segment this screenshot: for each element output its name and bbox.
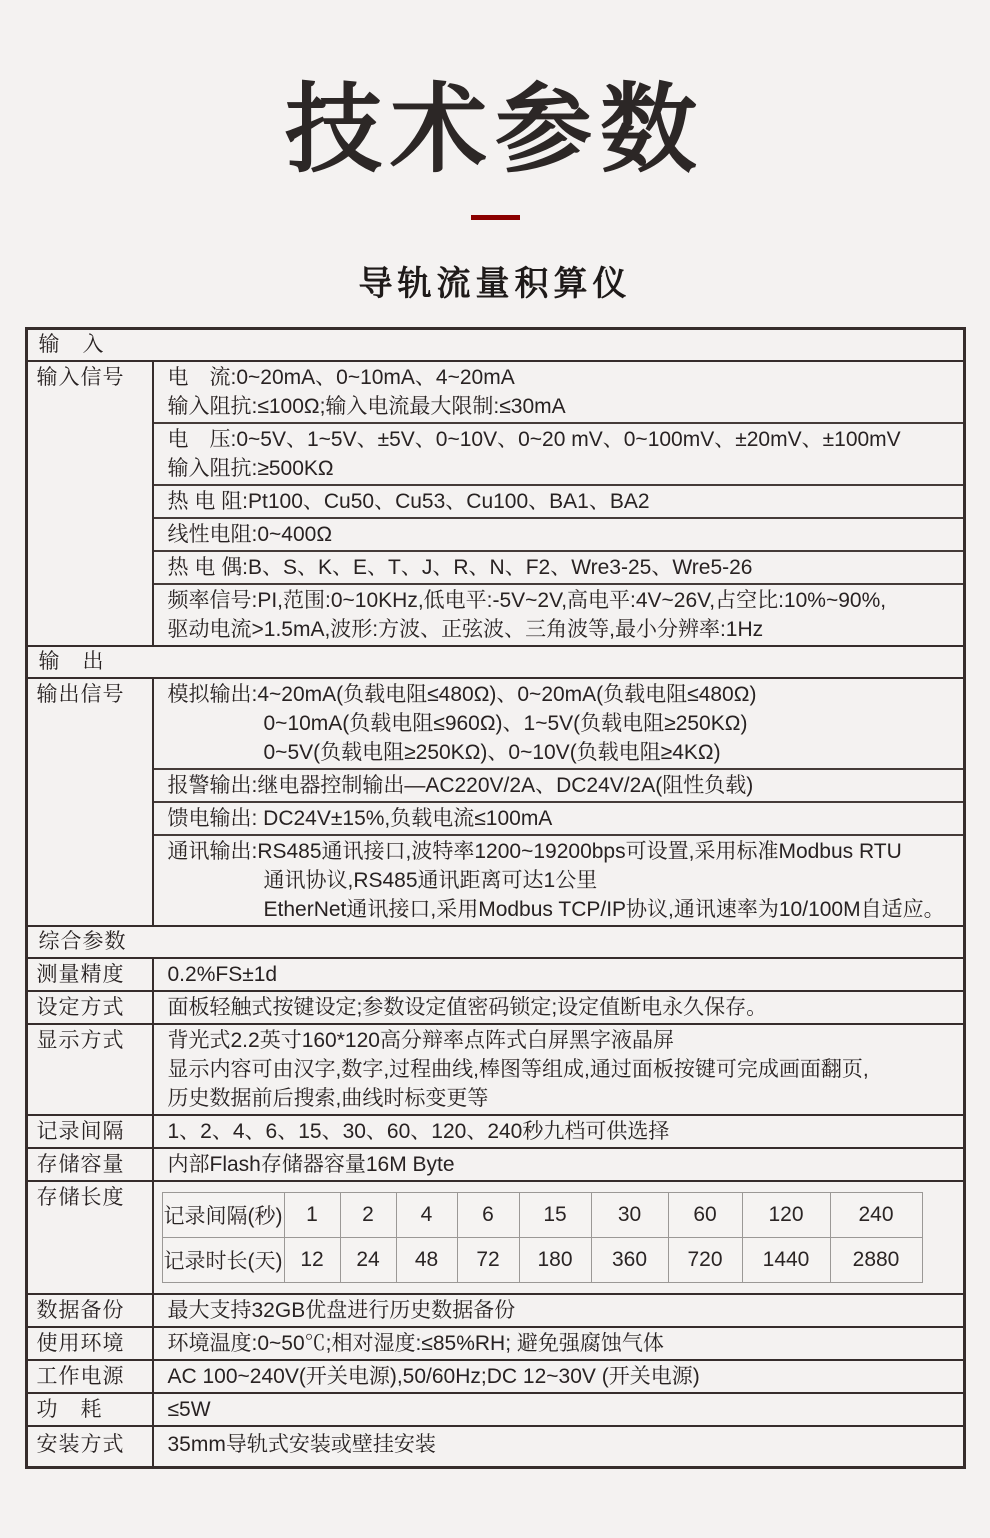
subrow-linear-resistance [154, 519, 963, 552]
row-power-consumption [28, 1394, 963, 1427]
title-divider [471, 215, 520, 220]
row-label: 工作电源 [28, 1361, 154, 1392]
row-label: 存储容量 [28, 1149, 154, 1180]
row-label: 数据备份 [28, 1295, 154, 1326]
spec-text: AC 100~240V(开关电源),50/60Hz;DC 12~30V (开关电源) [167, 1365, 700, 1388]
grid-cell: 720 [668, 1238, 742, 1283]
storage-table [162, 1192, 923, 1283]
row-data-backup [28, 1295, 963, 1328]
spec-text: 热 电 偶:B、S、K、E、T、J、R、N、F2、Wre3-25、Wre5-26 [167, 556, 753, 579]
grid-cell: 4 [396, 1193, 457, 1238]
subrow-voltage [154, 424, 963, 486]
grid-cell: 1440 [742, 1238, 830, 1283]
spec-text: 内部Flash存储器容量16M Byte [167, 1153, 455, 1176]
spec-text: 通讯输出:RS485通讯接口,波特率1200~19200bps可设置,采用标准Modbus RTU [167, 840, 902, 863]
storage-table-row-duration [162, 1238, 922, 1283]
row-record-interval [28, 1116, 963, 1149]
subrow-analog-output [154, 679, 963, 770]
spec-text: 模拟输出:4~20mA(负载电阻≤480Ω)、0~20mA(负载电阻≤480Ω) [167, 683, 757, 706]
grid-cell: 60 [668, 1193, 742, 1238]
row-output-signal [28, 679, 963, 927]
spec-text: 1、2、4、6、15、30、60、120、240秒九档可供选择 [167, 1120, 670, 1143]
row-storage-length [28, 1182, 963, 1295]
subrow-thermocouple [154, 552, 963, 585]
spec-text: 环境温度:0~50℃;相对湿度:≤85%RH; 避免强腐蚀气体 [167, 1332, 664, 1355]
page [0, 74, 990, 1538]
spec-text: 显示内容可由汉字,数字,过程曲线,棒图等组成,通过面板按键可完成画面翻页, [167, 1058, 869, 1081]
subrow-rtd [154, 486, 963, 519]
subrow-current [154, 362, 963, 424]
row-accuracy [28, 959, 963, 992]
row-installation [28, 1427, 963, 1466]
grid-cell: 12 [284, 1238, 340, 1283]
grid-cell: 2880 [830, 1238, 922, 1283]
spec-text: 报警输出:继电器控制输出—AC220V/2A、DC24V/2A(阻性负载) [167, 774, 754, 797]
row-value [154, 992, 963, 1023]
row-label: 功 耗 [28, 1394, 154, 1425]
row-value [154, 1394, 963, 1425]
spec-text: 最大支持32GB优盘进行历史数据备份 [167, 1299, 516, 1322]
row-value [154, 1328, 963, 1359]
section-header-general: 综合参数 [28, 927, 963, 959]
row-value [154, 1116, 963, 1147]
section-header-output: 输 出 [28, 647, 963, 679]
spec-text: 0~5V(负载电阻≥250KΩ)、0~10V(负载电阻≥4KΩ) [263, 741, 721, 764]
row-label: 显示方式 [28, 1025, 154, 1114]
grid-cell: 1 [284, 1193, 340, 1238]
storage-table-wrap [154, 1182, 963, 1293]
spec-text: 背光式2.2英寸160*120高分辩率点阵式白屏黑字液晶屏 [167, 1029, 674, 1052]
grid-cell: 120 [742, 1193, 830, 1238]
grid-cell: 2 [340, 1193, 396, 1238]
row-value-input-signal [154, 362, 963, 645]
spec-text: 线性电阻:0~400Ω [167, 523, 333, 546]
grid-cell: 6 [457, 1193, 519, 1238]
spec-text: 电 压:0~5V、1~5V、±5V、0~10V、0~20 mV、0~100mV、±20mV、±100mV [167, 428, 901, 451]
grid-cell: 48 [396, 1238, 457, 1283]
spec-text: 馈电输出: DC24V±15%,负载电流≤100mA [167, 807, 553, 830]
spec-text: 输入阻抗:≥500KΩ [167, 457, 334, 480]
row-label: 存储长度 [28, 1182, 154, 1293]
subrow-alarm-output [154, 770, 963, 803]
row-power-supply [28, 1361, 963, 1394]
spec-text: 面板轻触式按键设定;参数设定值密码锁定;设定值断电永久保存。 [167, 996, 768, 1019]
grid-cell: 15 [519, 1193, 591, 1238]
subrow-frequency [154, 585, 963, 645]
grid-cell: 记录间隔(秒) [162, 1193, 284, 1238]
page-title: 技术参数 [285, 75, 705, 184]
section-header-input: 输 入 [28, 330, 963, 362]
spec-text: EtherNet通讯接口,采用Modbus TCP/IP协议,通讯速率为10/100M自适应。 [263, 898, 945, 921]
spec-text: 驱动电流>1.5mA,波形:方波、正弦波、三角波等,最小分辨率:1Hz [167, 618, 764, 641]
spec-text: 电 流:0~20mA、0~10mA、4~20mA [167, 366, 515, 389]
grid-cell: 180 [519, 1238, 591, 1283]
row-setting-method [28, 992, 963, 1025]
row-value [154, 1427, 963, 1466]
spec-text: 频率信号:PI,范围:0~10KHz,低电平:-5V~2V,高电平:4V~26V,占空比:10%~90%, [167, 589, 887, 612]
row-label-input-signal: 输入信号 [28, 362, 154, 645]
spec-text: 35mm导轨式安装或壁挂安装 [167, 1433, 436, 1456]
row-input-signal [28, 362, 963, 647]
spec-text: 0~10mA(负载电阻≤960Ω)、1~5V(负载电阻≥250KΩ) [263, 712, 748, 735]
grid-cell: 240 [830, 1193, 922, 1238]
spec-text: 0.2%FS±1d [167, 963, 278, 986]
row-label: 测量精度 [28, 959, 154, 990]
row-value [154, 1295, 963, 1326]
row-storage-capacity [28, 1149, 963, 1182]
product-subtitle: 导轨流量积算仪 [358, 265, 632, 303]
row-label: 使用环境 [28, 1328, 154, 1359]
row-value-output-signal [154, 679, 963, 925]
grid-cell: 记录时长(天) [162, 1238, 284, 1283]
spec-text: ≤5W [167, 1398, 211, 1421]
row-value [154, 1025, 963, 1114]
row-value [154, 1149, 963, 1180]
row-label: 安装方式 [28, 1427, 154, 1466]
spec-text: 历史数据前后搜索,曲线时标变更等 [167, 1087, 489, 1110]
grid-cell: 72 [457, 1238, 519, 1283]
row-display-method [28, 1025, 963, 1116]
subrow-feed-output [154, 803, 963, 836]
row-value [154, 959, 963, 990]
header [0, 74, 990, 304]
row-value [154, 1361, 963, 1392]
subrow-comm-output [154, 836, 963, 925]
row-label: 记录间隔 [28, 1116, 154, 1147]
spec-text: 热 电 阻:Pt100、Cu50、Cu53、Cu100、BA1、BA2 [167, 490, 650, 513]
spec-table [25, 327, 966, 1469]
storage-table-row-interval [162, 1193, 922, 1238]
grid-cell: 30 [591, 1193, 668, 1238]
row-label: 设定方式 [28, 992, 154, 1023]
grid-cell: 24 [340, 1238, 396, 1283]
row-environment [28, 1328, 963, 1361]
spec-text: 输入阻抗:≤100Ω;输入电流最大限制:≤30mA [167, 395, 566, 418]
spec-text: 通讯协议,RS485通讯距离可达1公里 [263, 869, 598, 892]
row-value [154, 1182, 963, 1293]
grid-cell: 360 [591, 1238, 668, 1283]
row-label-output-signal: 输出信号 [28, 679, 154, 925]
